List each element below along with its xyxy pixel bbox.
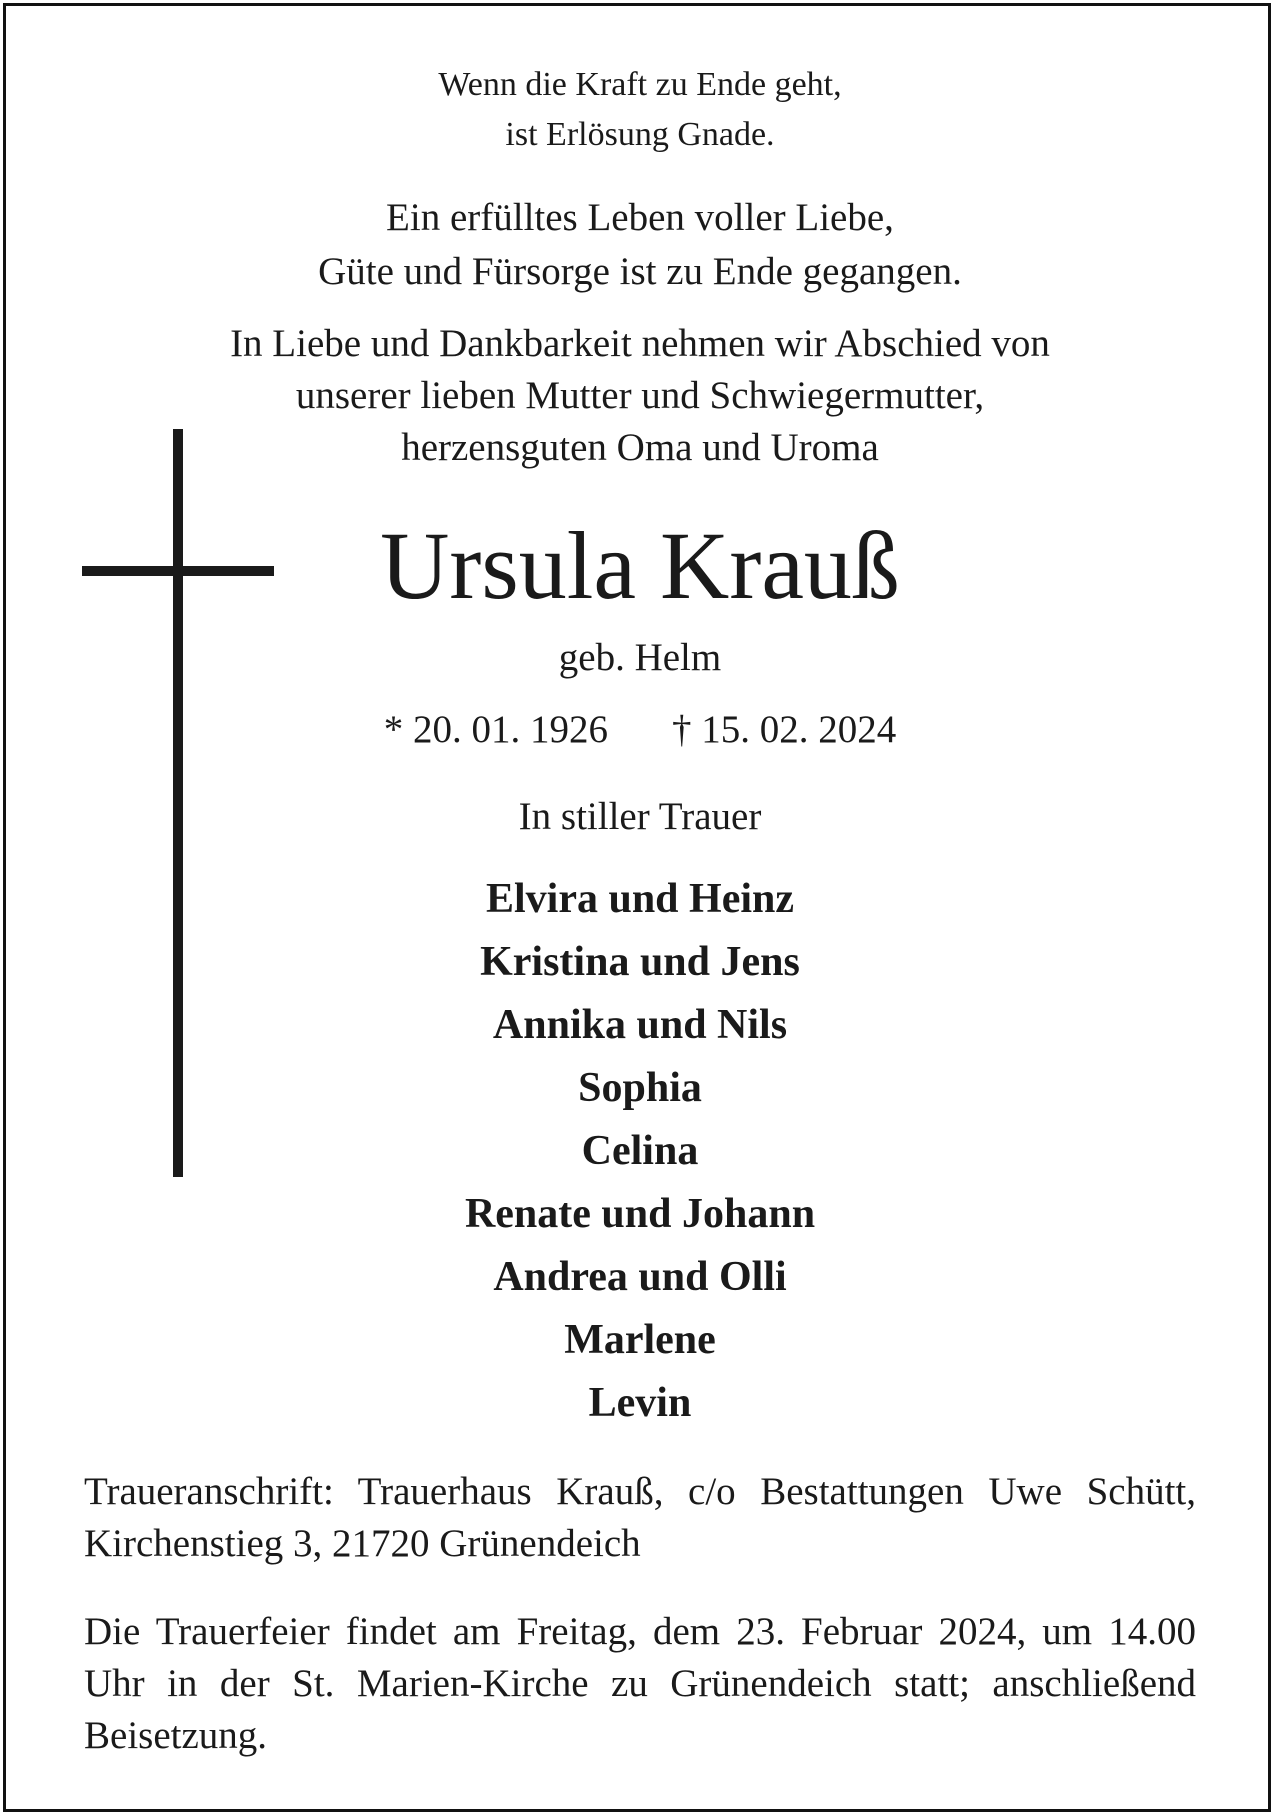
life-dates xyxy=(0,710,1280,749)
mourner-name: Levin xyxy=(588,1380,692,1426)
motto-line-1: Wenn die Kraft zu Ende geht, xyxy=(438,66,842,103)
mourner-name: Marlene xyxy=(564,1317,716,1363)
deceased-name: Ursula Krauß xyxy=(380,512,900,619)
intro-line-5: herzensguten Oma und Uroma xyxy=(401,426,879,469)
intro-line-2: Güte und Fürsorge ist zu Ende gegangen. xyxy=(318,250,962,293)
mourner-name: Sophia xyxy=(578,1065,702,1111)
mourner-name: Kristina und Jens xyxy=(480,939,800,985)
mourner-name: Elvira und Heinz xyxy=(485,876,795,922)
motto-line-2: ist Erlösung Gnade. xyxy=(505,116,775,153)
mourner-name: Annika und Nils xyxy=(492,1002,788,1048)
intro-line-3: In Liebe und Dankbarkeit nehmen wir Abschied von xyxy=(230,322,1050,365)
birth-date: * 20. 01. 1926 xyxy=(383,708,608,751)
intro-line-1: Ein erfülltes Leben voller Liebe, xyxy=(386,196,894,239)
death-date: † 15. 02. 2024 xyxy=(672,708,897,751)
mourner-name: Andrea und Olli xyxy=(493,1254,787,1300)
funeral-address: Traueranschrift: Trauerhaus Krauß, c/o Bestattungen Uwe Schütt, Kirchenstieg 3, 21720 Grünendeich xyxy=(84,1470,1196,1565)
trauer-label: In stiller Trauer xyxy=(518,795,762,838)
mourner-name: Celina xyxy=(581,1128,699,1174)
maiden-name: geb. Helm xyxy=(558,636,722,679)
ceremony-details: Die Trauerfeier findet am Freitag, dem 23. Februar 2024, um 14.00 Uhr in der St. Marien-Kirche zu Grünendeich statt; anschließend Beisetzung. xyxy=(84,1610,1196,1757)
intro-line-4: unserer lieben Mutter und Schwiegermutter, xyxy=(295,374,985,417)
mourner-name: Renate und Johann xyxy=(464,1191,816,1237)
